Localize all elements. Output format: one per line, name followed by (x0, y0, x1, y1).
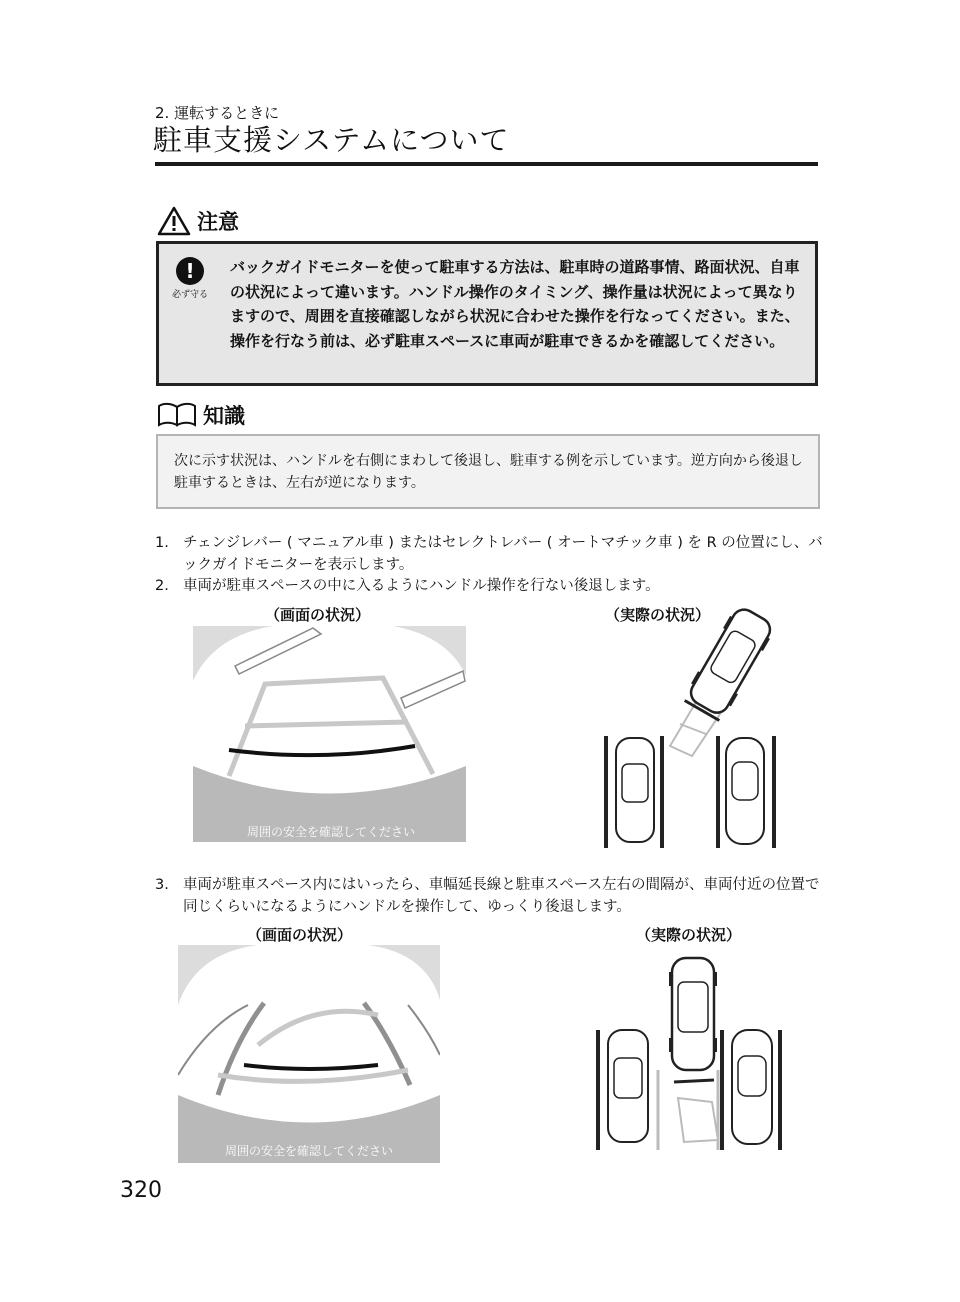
step-text: 車両が駐車スペースの中に入るようにハンドル操作を行ない後退します。 (183, 578, 660, 594)
screen-caption-1: （画面の状況） (265, 606, 371, 624)
screen-view-figure-2 (178, 945, 440, 1163)
page-title: 駐車支援システムについて (153, 123, 510, 157)
step-1 (155, 532, 825, 576)
warning-triangle-icon (157, 206, 191, 236)
actual-view-figure-2 (590, 950, 785, 1155)
moving-car (669, 958, 717, 1070)
must-follow-label: 必ず守る (171, 290, 208, 300)
actual-caption-2: （実際の状況） (636, 926, 742, 944)
step-number: 2. (155, 578, 169, 594)
screen-safety-message: 周囲の安全を確認してください (246, 825, 416, 839)
title-rule (155, 162, 818, 166)
must-follow-icon: ! 必ず守る (171, 259, 208, 300)
actual-caption-1: （実際の状況） (605, 606, 711, 624)
knowledge-heading (157, 400, 245, 430)
parked-car-right (726, 738, 764, 844)
step-number: 1. (155, 535, 169, 551)
page-number: 320 (120, 1178, 162, 1203)
knowledge-text: 次に示す状況は、ハンドルを右側にまわして後退し、駐車する例を示しています。逆方向から後退し駐車するときは、左右が逆になります。 (174, 453, 803, 491)
parked-car-left (608, 1030, 648, 1142)
caution-text: バックガイドモニターを使って駐車する方法は、駐車時の道路事情、路面状況、自車の状況によって違います。ハンドル操作のタイミング、操作量は状況によって異なりますので、周囲を直接確認しながら状況に合わせた操作を行なってください。また、操作を行なう前は、必ず駐車スペースに車両が駐車できるかを確認してください。 (230, 258, 800, 350)
step-2 (155, 575, 825, 597)
knowledge-heading-text: 知識 (203, 404, 245, 428)
parked-car-left (616, 738, 654, 842)
section-heading: 2. 運転するときに (155, 104, 280, 122)
screen-view-figure-1 (193, 626, 466, 842)
step-3 (155, 874, 825, 918)
step-number: 3. (155, 877, 169, 893)
actual-view-figure-1 (600, 606, 780, 851)
step-text: 車両が駐車スペース内にはいったら、車幅延長線と駐車スペース左右の間隔が、車両付近の位置で同じくらいになるようにハンドルを操作して、ゆっくり後退します。 (183, 877, 820, 915)
caution-heading-text: 注意 (197, 210, 239, 234)
parked-car-right (732, 1030, 772, 1144)
step-text: チェンジレバー ( マニュアル車 ) またはセレクトレバー ( オートマチック車 ) を R の位置にし、バックガイドモニターを表示します。 (183, 535, 823, 573)
screen-safety-message: 周囲の安全を確認してください (224, 1144, 394, 1158)
caution-heading (157, 206, 239, 236)
book-icon (157, 402, 197, 428)
screen-caption-2: （画面の状況） (247, 926, 353, 944)
